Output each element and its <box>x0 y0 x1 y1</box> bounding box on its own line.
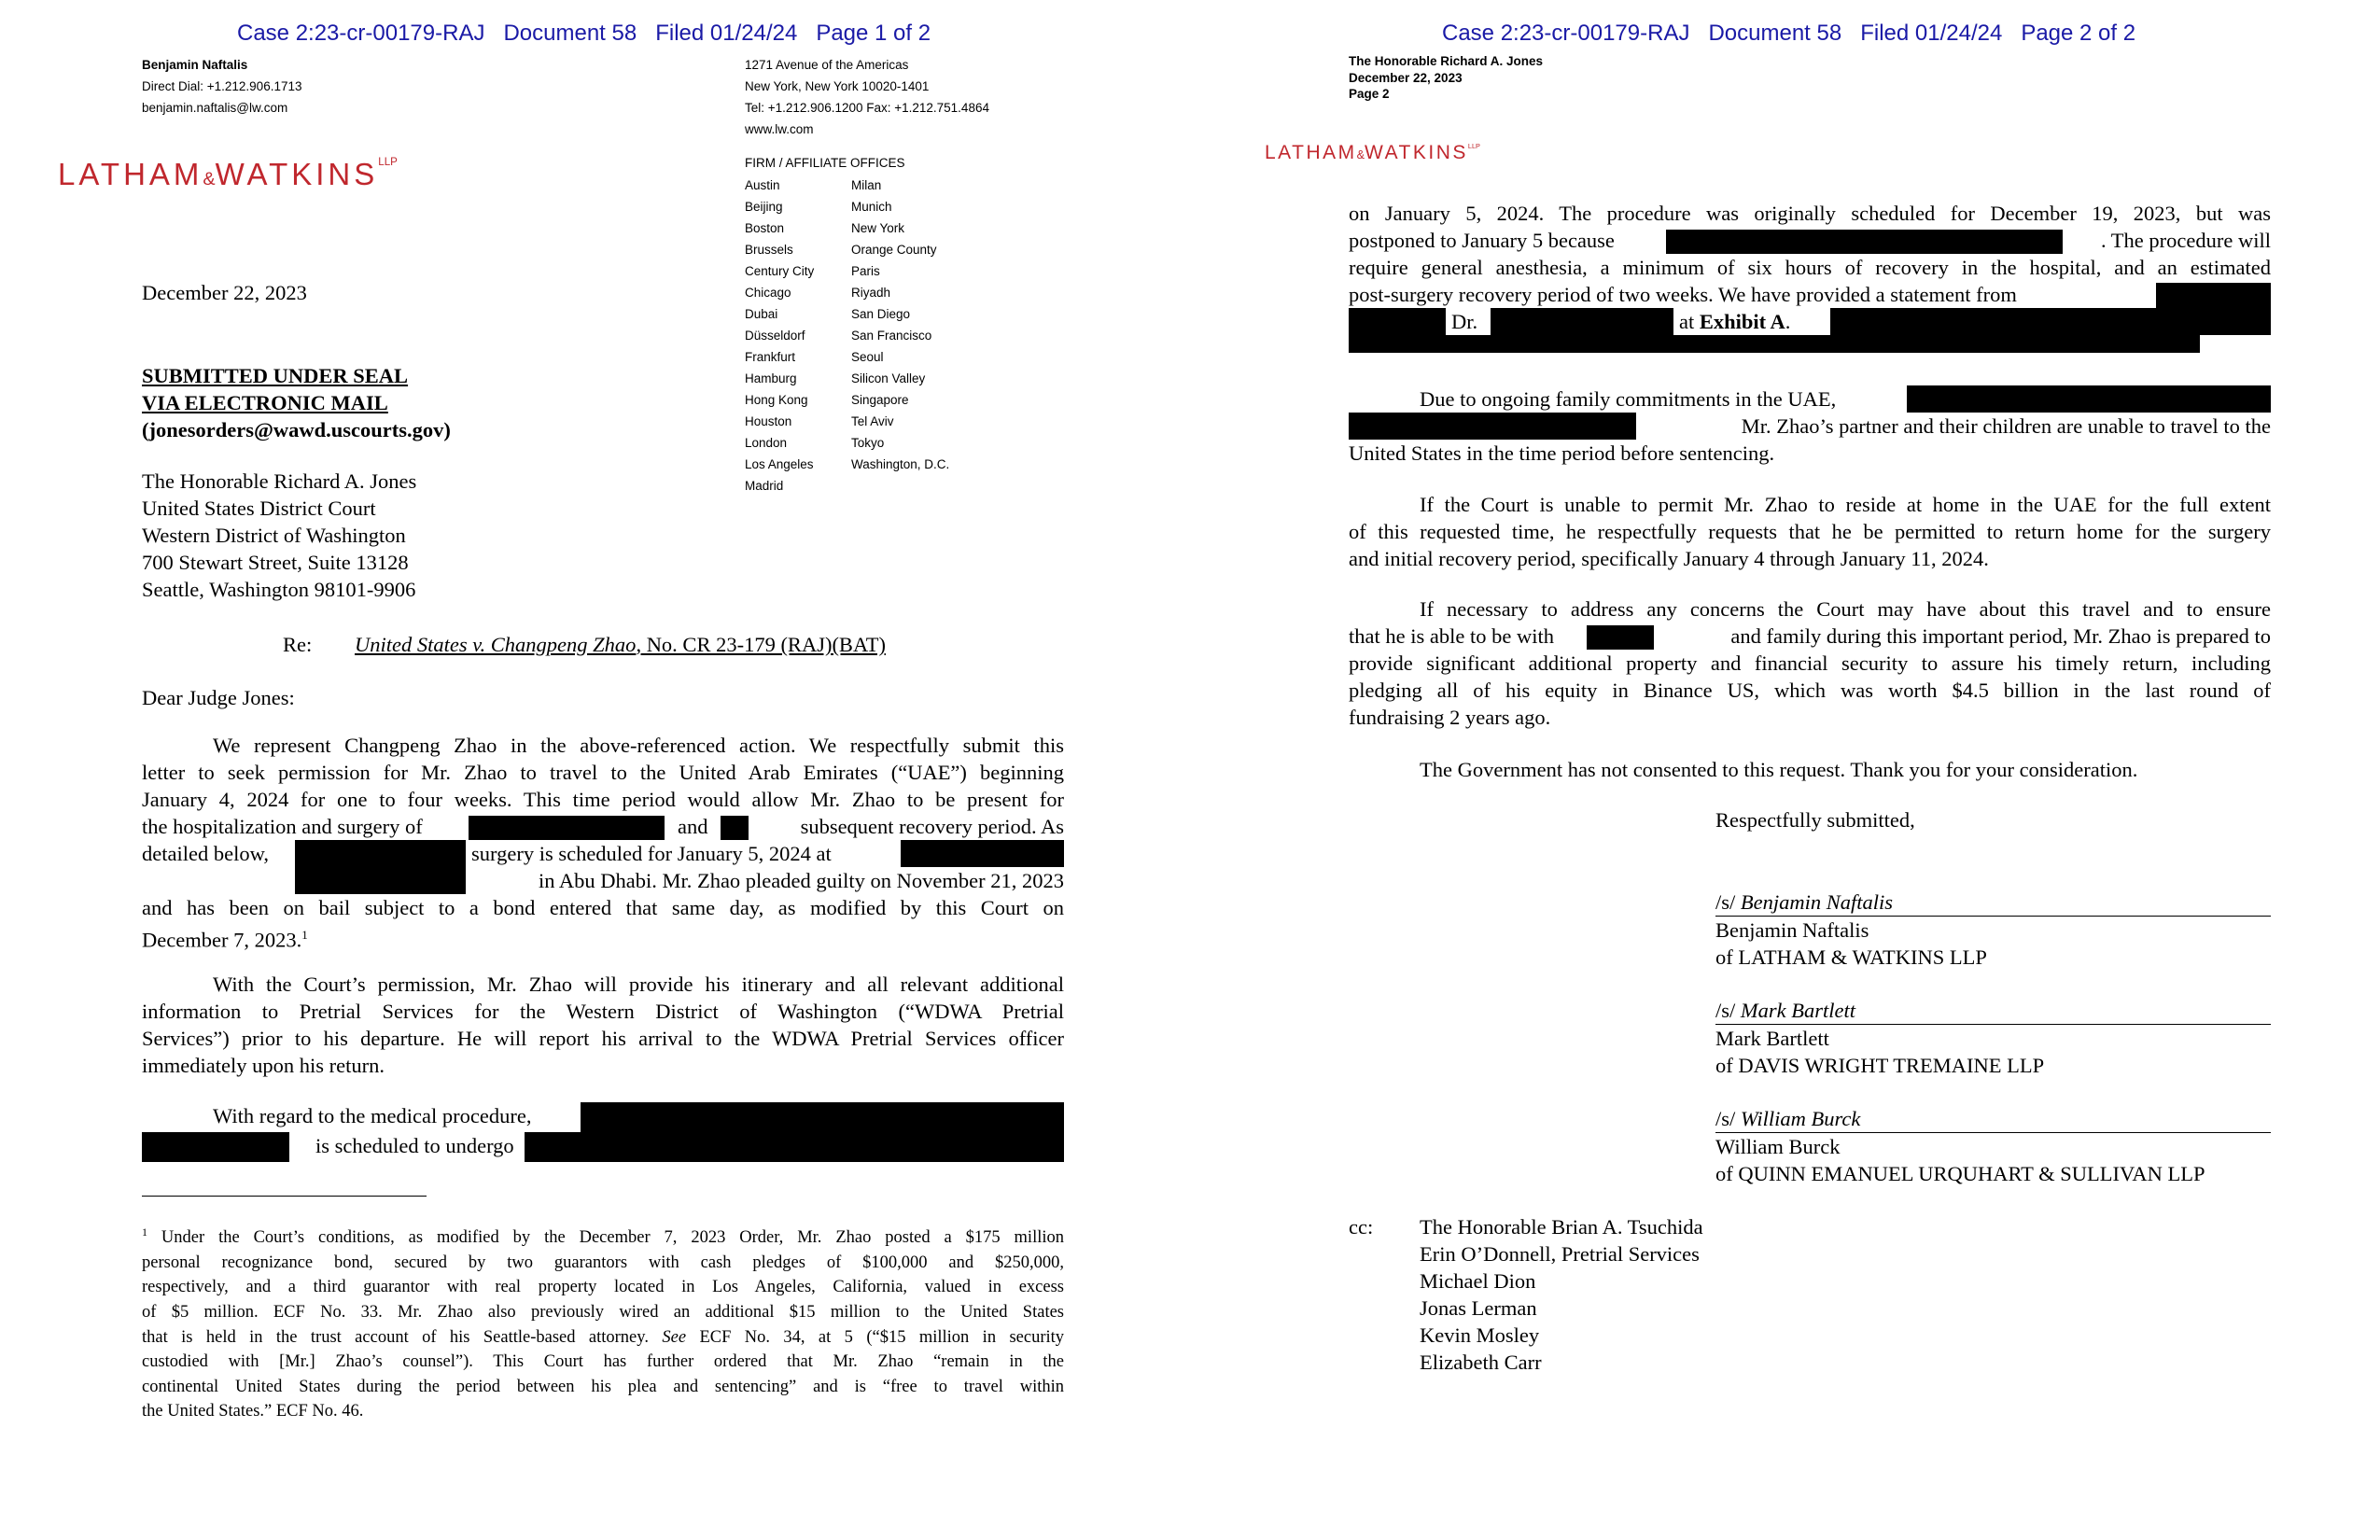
text-fragment: detailed below, <box>142 842 269 865</box>
text-line: and has been on bail subject to a bond entered that same day, as modified by this Court on <box>142 896 1064 919</box>
text-fragment: Dr. <box>1451 310 1478 333</box>
redaction-box <box>142 1132 289 1162</box>
ecf-header-page-2: Case 2:23-cr-00179-RAJ Document 58 Filed 01/24/24 Page 2 of 2 <box>1442 21 2136 46</box>
paragraph-government: The Government has not consented to this request. Thank you for your consideration. <box>1420 758 2138 781</box>
e-signature: Benjamin Naftalis <box>1740 890 1894 914</box>
text-fragment: . <box>1785 310 1791 333</box>
office-location: Brussels <box>745 243 793 257</box>
firm-address-block <box>745 54 989 140</box>
redaction-box <box>901 840 1064 867</box>
footnote-separator <box>142 1196 427 1197</box>
text-line <box>1349 308 2271 362</box>
sender-block <box>142 54 302 119</box>
redaction-box <box>1830 308 2271 335</box>
text-fragment: that he is able to be with <box>1349 624 1554 648</box>
redaction-box <box>1349 308 1446 335</box>
signer-name: Mark Bartlett <box>1715 1027 1829 1050</box>
closing: Respectfully submitted, <box>1715 808 1915 832</box>
office-location: San Diego <box>851 307 911 321</box>
cc-recipient: Jonas Lerman <box>1420 1296 1537 1320</box>
firm-website: www.lw.com <box>745 122 814 136</box>
text-fragment: With regard to the medical procedure, <box>213 1104 532 1127</box>
cc-recipient: The Honorable Brian A. Tsuchida <box>1420 1215 1703 1239</box>
paragraph-3 <box>142 1102 1064 1162</box>
case-number: , No. CR 23-179 (RAJ)(BAT) <box>636 633 886 656</box>
text-line <box>1349 623 2271 650</box>
office-location: New York <box>851 221 905 235</box>
e-signature: Mark Bartlett <box>1740 999 1855 1022</box>
text-line: We represent Changpeng Zhao in the above-referenced action. We respectfully submit this <box>213 734 1064 757</box>
redaction-box <box>1666 230 2063 254</box>
text-line: fundraising 2 years ago. <box>1349 706 1551 729</box>
text-line: provide significant additional property and financial security to assure his timely return, including <box>1349 651 2271 675</box>
office-location: Paris <box>851 264 880 278</box>
text-fragment: Due to ongoing family commitments in the UAE, <box>1420 387 1837 411</box>
paragraph-1 <box>142 732 1064 954</box>
text-fragment: and <box>678 815 708 838</box>
letter-date: December 22, 2023 <box>142 281 307 304</box>
text-line <box>1349 281 2271 308</box>
text-fragment: in Abu Dhabi. Mr. Zhao pleaded guilty on November 21, 2023 <box>538 869 1064 892</box>
paragraph-security <box>1349 595 2271 731</box>
cc-recipient: Erin O’Donnell, Pretrial Services <box>1420 1242 1700 1266</box>
letter-page-2 <box>1190 0 2380 1540</box>
redaction-box <box>1491 308 1673 335</box>
logo-llp: LLP <box>1467 142 1480 150</box>
text-line: January 4, 2024 for one to four weeks. This time period would allow Mr. Zhao to be present for <box>142 788 1064 811</box>
office-location: London <box>745 436 788 450</box>
running-header-page: Page 2 <box>1349 87 1390 101</box>
text-line: continental United States during the period between his plea and sentencing” and is “free to travel within <box>142 1377 1064 1396</box>
office-location: Los Angeles <box>745 457 814 471</box>
office-location: Munich <box>851 200 892 214</box>
addressee-line: Seattle, Washington 98101-9906 <box>142 578 416 601</box>
offices-title: FIRM / AFFILIATE OFFICES <box>745 156 905 170</box>
running-header-addressee: The Honorable Richard A. Jones <box>1349 54 1544 68</box>
signature-block-1 <box>1715 889 2271 971</box>
text-line <box>142 813 1064 840</box>
text-line: of $5 million. ECF No. 33. Mr. Zhao also previously wired an additional $15 million to the United States <box>142 1302 1064 1322</box>
running-header-date: December 22, 2023 <box>1349 70 1463 85</box>
re-label: Re: <box>283 633 313 656</box>
office-location: Washington, D.C. <box>851 457 950 471</box>
text-line: personal recognizance bond, secured by two guarantors with cash pledges of $100,000 and $250,000, <box>142 1253 1064 1272</box>
redaction-box <box>525 1132 1064 1162</box>
ecf-header-page-1: Case 2:23-cr-00179-RAJ Document 58 Filed 01/24/24 Page 1 of 2 <box>237 21 931 46</box>
text-fragment: United States in the time period before sentencing. <box>1349 441 1775 465</box>
exhibit-reference: Exhibit A <box>1699 310 1785 333</box>
text-fragment: . The procedure will <box>2100 229 2271 252</box>
redaction-box <box>721 816 749 840</box>
addressee-line: Western District of Washington <box>142 524 406 547</box>
office-location: Singapore <box>851 393 909 407</box>
firm-address-line: New York, New York 10020-1401 <box>745 79 930 93</box>
logo-llp: LLP <box>378 157 398 168</box>
sender-email: benjamin.naftalis@lw.com <box>142 101 288 115</box>
office-location: Tokyo <box>851 436 885 450</box>
offices-column-1 <box>745 175 814 497</box>
signer-firm: of DAVIS WRIGHT TREMAINE LLP <box>1715 1054 2045 1077</box>
text-fragment: ECF No. 34, at 5 (“$15 million in security <box>699 1327 1065 1347</box>
signature-line <box>1715 997 2271 1025</box>
office-location: Austin <box>745 178 780 192</box>
text-fragment: at <box>1679 310 1695 333</box>
seal-line: SUBMITTED UNDER SEAL <box>142 364 409 387</box>
text-line: respectively, and a third guarantor with real property located in Los Angeles, California, valued in excess <box>142 1278 1064 1297</box>
offices-column-2 <box>851 175 949 475</box>
redaction-box <box>1907 385 2271 413</box>
text-line: If the Court is unable to permit Mr. Zhao to reside at home in the UAE for the full extent <box>1420 493 2271 516</box>
text-fragment: the hospitalization and surgery of <box>142 815 423 838</box>
signature-block-3 <box>1715 1105 2271 1187</box>
office-location: Dubai <box>745 307 778 321</box>
text-line: If necessary to address any concerns the Court may have about this travel and to ensure <box>1420 597 2271 621</box>
firm-logo-small <box>1265 142 1480 164</box>
text-line <box>1349 227 2271 254</box>
running-header <box>1349 53 1543 103</box>
text-line: and initial recovery period, specifically January 4 through January 11, 2024. <box>1349 547 1989 570</box>
text-fragment: is scheduled to undergo <box>315 1134 514 1157</box>
paragraph-2 <box>142 971 1064 1079</box>
redaction-box <box>1587 625 1654 650</box>
direct-dial: Direct Dial: +1.212.906.1713 <box>142 79 302 93</box>
text-fragment: Under the Court’s conditions, as modified by the December 7, 2023 Order, Mr. Zhao posted a $175 million <box>161 1228 1064 1248</box>
footnote-reference: 1 <box>301 928 308 942</box>
signer-name: Benjamin Naftalis <box>1715 918 1869 942</box>
logo-amp: & <box>1356 148 1365 161</box>
text-line <box>142 867 1064 894</box>
redaction-box <box>1349 335 2200 353</box>
text-line <box>142 921 1064 954</box>
addressee-line: United States District Court <box>142 497 376 520</box>
delivery-line: VIA ELECTRONIC MAIL <box>142 391 388 414</box>
text-fragment: December 7, 2023. <box>142 928 302 952</box>
office-location: Beijing <box>745 200 783 214</box>
signature-mark: /s/ <box>1715 1107 1736 1130</box>
text-line: With the Court’s permission, Mr. Zhao will provide his itinerary and all relevant additional <box>213 973 1064 996</box>
footnote <box>142 1220 1064 1424</box>
sender-name: Benjamin Naftalis <box>142 58 248 72</box>
text-line: information to Pretrial Services for the Western District of Washington (“WDWA Pretrial <box>142 1000 1064 1023</box>
signature-mark: /s/ <box>1715 890 1736 914</box>
text-fragment <box>1679 308 1790 335</box>
delivery-email: (jonesorders@wawd.uscourts.gov) <box>142 418 451 441</box>
office-location: Orange County <box>851 243 937 257</box>
logo-word-1: LATHAM <box>58 157 203 191</box>
office-location: Tel Aviv <box>851 414 894 428</box>
text-line: pledging all of his equity in Binance US, which was worth $4.5 billion in the last round of <box>1349 679 2271 702</box>
text-line <box>142 1325 1064 1351</box>
office-location: Century City <box>745 264 815 278</box>
office-location: Madrid <box>745 479 784 493</box>
redaction-box <box>2156 302 2271 312</box>
addressee-line: 700 Stewart Street, Suite 13128 <box>142 551 409 574</box>
firm-logo <box>58 157 398 192</box>
cc-list <box>1420 1213 1703 1376</box>
text-line: Services”) prior to his departure. He will report his arrival to the WDWA Pretrial Services officer <box>142 1027 1064 1050</box>
signer-firm: of QUINN EMANUEL URQUHART & SULLIVAN LLP <box>1715 1162 2205 1185</box>
text-fragment: postponed to January 5 because <box>1349 229 1615 252</box>
signature-block-2 <box>1715 997 2271 1079</box>
text-fragment: surgery is scheduled for January 5, 2024 at <box>471 842 832 865</box>
re-case-line <box>355 631 886 658</box>
footnote-number: 1 <box>142 1225 147 1239</box>
firm-address-line: 1271 Avenue of the Americas <box>745 58 909 72</box>
office-location: Düsseldorf <box>745 329 805 343</box>
logo-word-1: LATHAM <box>1265 142 1357 163</box>
salutation: Dear Judge Jones: <box>142 686 295 709</box>
cc-recipient: Elizabeth Carr <box>1420 1351 1542 1374</box>
text-line: custodied with [Mr.] Zhao’s counsel”). This Court has further ordered that Mr. Zhao “remain in the <box>142 1352 1064 1372</box>
office-location: Frankfurt <box>745 350 796 364</box>
citation-signal: See <box>662 1327 687 1347</box>
office-location: Hamburg <box>745 371 797 385</box>
cc-label: cc: <box>1349 1215 1374 1239</box>
signature-line <box>1715 889 2271 917</box>
office-location: Hong Kong <box>745 393 808 407</box>
text-fragment: subsequent recovery period. As <box>800 815 1064 838</box>
text-fragment: that is held in the trust account of his Seattle-based attorney. <box>142 1327 649 1347</box>
text-line: of this requested time, he respectfully requests that he be permitted to return home for the surgery <box>1349 520 2271 543</box>
redaction-box <box>469 816 665 840</box>
submission-block <box>142 362 451 443</box>
paragraph-request <box>1349 491 2271 572</box>
text-line: the United States.” ECF No. 46. <box>142 1402 364 1421</box>
text-line: letter to seek permission for Mr. Zhao to travel to the United Arab Emirates (“UAE”) beginning <box>142 761 1064 784</box>
office-location: Seoul <box>851 350 884 364</box>
e-signature: William Burck <box>1740 1107 1861 1130</box>
logo-word-2: WATKINS <box>215 157 379 191</box>
office-location: Boston <box>745 221 785 235</box>
text-line <box>142 1220 1064 1251</box>
text-line: immediately upon his return. <box>142 1054 385 1077</box>
office-location: Houston <box>745 414 792 428</box>
paragraph-family <box>1349 385 2271 467</box>
office-location: San Francisco <box>851 329 932 343</box>
signature-line <box>1715 1105 2271 1133</box>
case-caption: United States v. Changpeng Zhao <box>355 633 637 656</box>
office-location: Chicago <box>745 286 791 300</box>
cc-recipient: Michael Dion <box>1420 1269 1536 1293</box>
addressee-block <box>142 468 416 603</box>
office-location: Milan <box>851 178 882 192</box>
text-line <box>142 840 1064 867</box>
firm-phone: Tel: +1.212.906.1200 Fax: +1.212.751.4864 <box>745 101 989 115</box>
paragraph-continued <box>1349 200 2271 362</box>
logo-amp: & <box>203 169 216 189</box>
signer-firm: of LATHAM & WATKINS LLP <box>1715 945 1987 969</box>
cc-recipient: Kevin Mosley <box>1420 1323 1540 1347</box>
addressee-line: The Honorable Richard A. Jones <box>142 469 417 493</box>
redaction-box <box>1349 413 1636 440</box>
signer-name: William Burck <box>1715 1135 1841 1158</box>
signature-mark: /s/ <box>1715 999 1736 1022</box>
text-line: on January 5, 2024. The procedure was originally scheduled for December 19, 2023, but was <box>1349 202 2271 225</box>
office-location: Silicon Valley <box>851 371 926 385</box>
text-fragment: and family during this important period, Mr. Zhao is prepared to <box>1730 624 2271 648</box>
text-fragment: post-surgery recovery period of two weeks. We have provided a statement from <box>1349 283 2017 306</box>
text-line: require general anesthesia, a minimum of six hours of recovery in the hospital, and an estimated <box>1349 256 2271 279</box>
office-location: Riyadh <box>851 286 891 300</box>
text-fragment: Mr. Zhao’s partner and their children are unable to travel to the <box>1741 414 2271 438</box>
logo-word-2: WATKINS <box>1365 142 1468 163</box>
